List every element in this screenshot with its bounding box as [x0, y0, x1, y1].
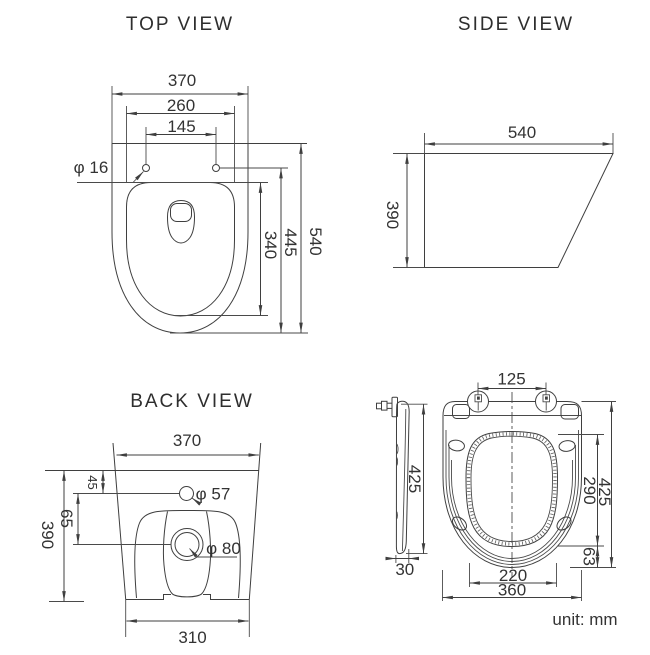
dim-back-inlet-diameter: [192, 485, 230, 505]
svg-text:290: 290: [580, 476, 599, 505]
bumper-top-right: [558, 440, 575, 453]
svg-text:125: 125: [497, 369, 526, 389]
inlet-hole: [180, 487, 194, 501]
dim-back-bottom-width: [126, 600, 250, 648]
side-view-title: SIDE VIEW: [457, 14, 575, 35]
dim-seat-hinge-spacing: [478, 370, 546, 395]
dim-back-inlet-drop: [73, 471, 180, 494]
dim-top-hole-spacing: [146, 117, 216, 164]
dim-back-height: [38, 471, 84, 602]
dim-seat-front-gap: [580, 546, 599, 568]
side-view: [383, 14, 613, 268]
back-trapway-channel: [163, 512, 210, 597]
flush-hole-inner: [171, 204, 192, 222]
seat-side-profile: [377, 397, 428, 579]
back-side-left: [113, 443, 126, 600]
hinge-pin-collar: [382, 401, 388, 410]
svg-text:360: 360: [497, 580, 527, 600]
dim-seat-side-length: [401, 404, 428, 553]
svg-text:φ 80: φ 80: [206, 539, 241, 558]
svg-text:540: 540: [507, 123, 537, 142]
top-view: [74, 14, 325, 333]
svg-text:540: 540: [306, 227, 325, 256]
bowl-outer-outline: [112, 144, 248, 334]
svg-text:260: 260: [166, 96, 196, 115]
outlet-hole-inner: [175, 533, 199, 557]
svg-text:390: 390: [38, 520, 57, 550]
seat-drawing: [377, 370, 617, 602]
svg-text:145: 145: [167, 117, 196, 136]
seat-plan-view: [443, 370, 617, 602]
hinge-bolt-left-core: [477, 397, 480, 400]
dim-back-outlet-drop: [57, 494, 171, 545]
dim-top-hole-diameter: [74, 158, 268, 183]
back-view-title: BACK VIEW: [130, 391, 254, 412]
bumper-top-left: [448, 439, 465, 452]
hinge-tab-left: [453, 405, 470, 419]
unit-label: unit: mm: [552, 610, 618, 629]
seat-opening-outline: [127, 183, 235, 317]
svg-text:370: 370: [167, 71, 197, 90]
bumper-bottom-right: [554, 514, 573, 532]
svg-text:220: 220: [498, 566, 528, 585]
dim-top-opening-depth: [175, 183, 280, 316]
back-foot-left: [126, 595, 172, 600]
back-side-right: [249, 443, 260, 600]
svg-text:445: 445: [281, 228, 300, 257]
svg-text:390: 390: [383, 200, 402, 230]
back-view: [38, 391, 261, 647]
svg-text:63: 63: [579, 547, 599, 566]
side-profile-outline: [425, 154, 614, 268]
hinge-pin-tip: [377, 403, 382, 409]
svg-text:φ 57: φ 57: [195, 484, 231, 504]
hinge-tab-right: [561, 405, 579, 420]
fixing-hole-right: [213, 165, 220, 172]
svg-text:340: 340: [261, 230, 280, 260]
svg-text:370: 370: [172, 431, 202, 450]
svg-text:65: 65: [57, 509, 76, 528]
svg-text:425: 425: [405, 464, 424, 494]
dim-side-depth: [425, 123, 614, 144]
hinge-bolt-right-core: [545, 397, 548, 400]
dim-back-top-width: [117, 431, 259, 455]
dim-side-height: [383, 154, 407, 268]
hinge-pin-shaft: [387, 403, 392, 408]
svg-text:310: 310: [178, 628, 207, 647]
back-foot-right: [203, 595, 250, 600]
svg-text:425: 425: [595, 477, 614, 507]
svg-text:φ 16: φ 16: [73, 158, 109, 177]
dim-back-outlet-diameter: [190, 539, 241, 558]
svg-text:30: 30: [395, 560, 415, 579]
svg-text:45: 45: [85, 475, 100, 490]
top-view-title: TOP VIEW: [125, 14, 235, 35]
outlet-hole-outer: [171, 529, 203, 561]
fixing-hole-left: [143, 165, 150, 172]
